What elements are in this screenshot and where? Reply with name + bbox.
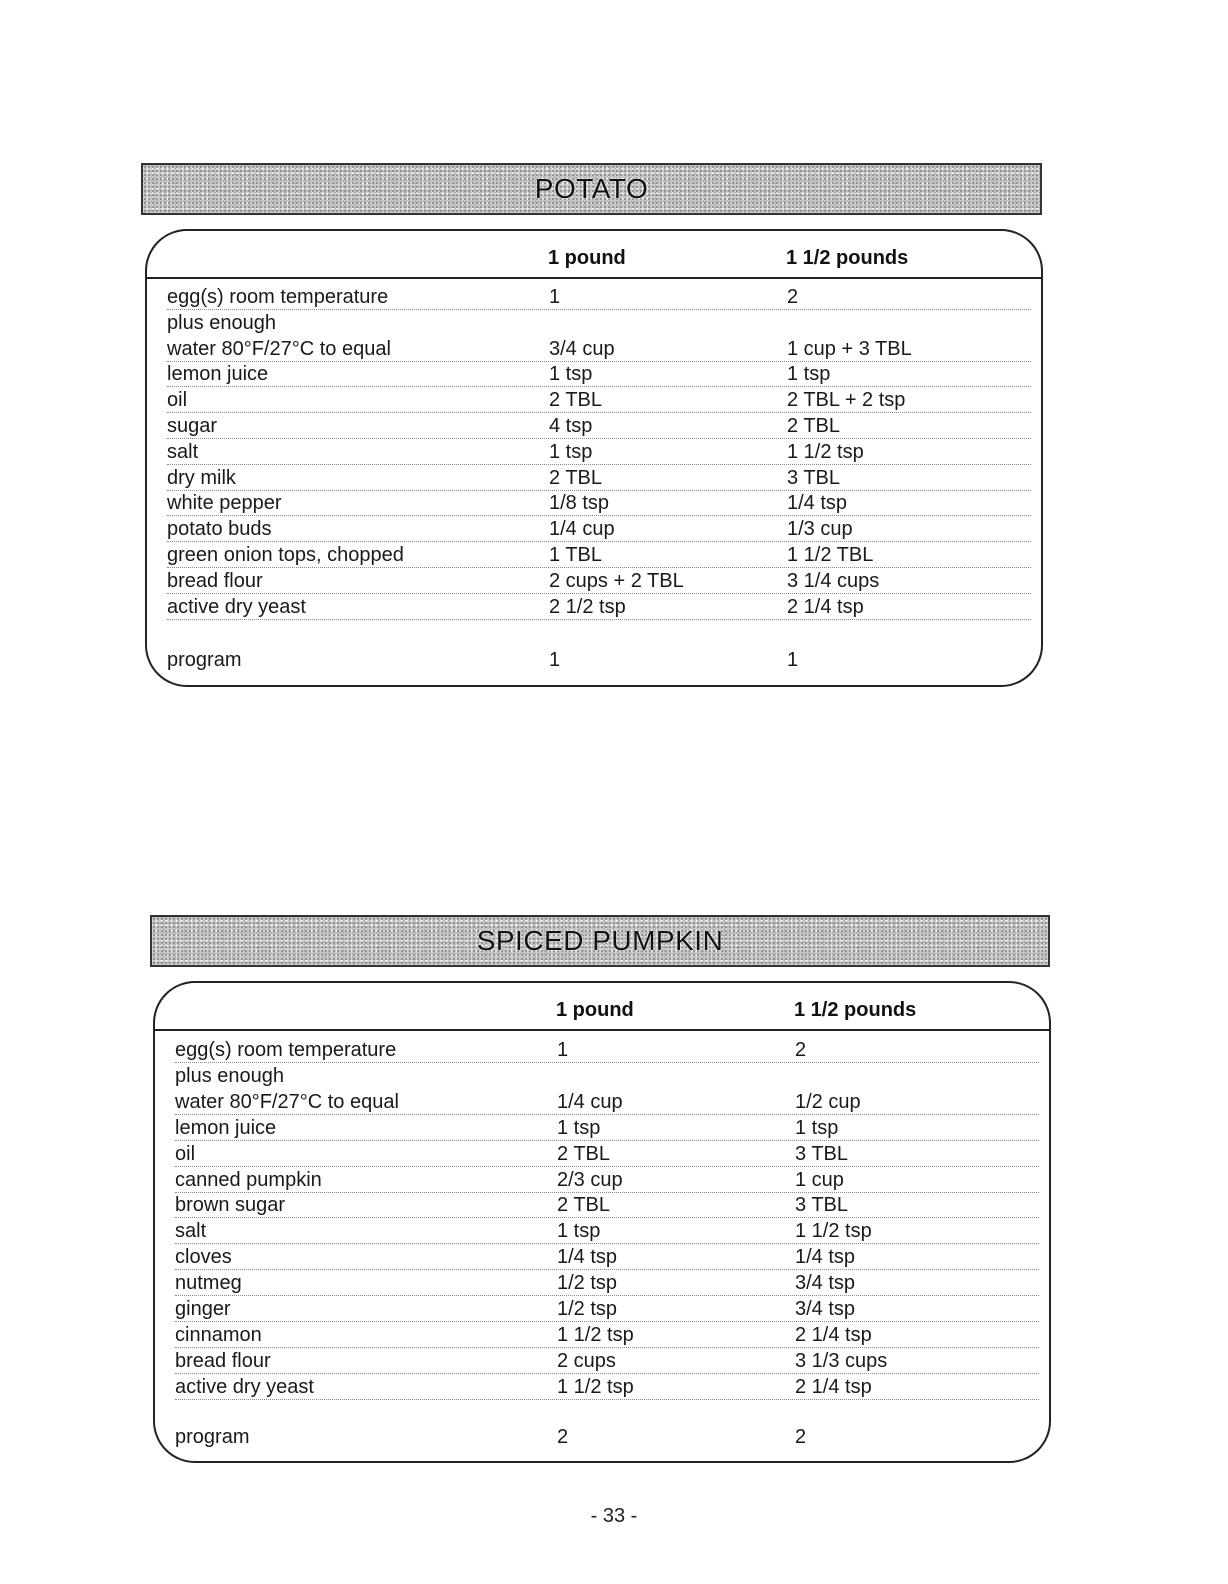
ingredient-row (147, 415, 1041, 441)
ingredient-row (155, 1039, 1049, 1065)
amount-1-5-pounds: 3 1/4 cups (787, 569, 880, 592)
ingredient-row (155, 1169, 1049, 1195)
column-header-1-5-pounds: 1 1/2 pounds (786, 247, 909, 269)
amount-1-5-pounds: 3 TBL (795, 1194, 848, 1217)
amount-1-pound: 1/2 tsp (557, 1298, 618, 1320)
ingredient-name: canned pumpkin (175, 1168, 322, 1191)
ingredient-name: oil (167, 389, 188, 412)
program-label: program (175, 1426, 250, 1448)
ingredient-row (147, 441, 1041, 467)
dotted-leader-line (167, 464, 1031, 465)
ingredient-row (147, 492, 1041, 518)
amount-1-pound: 1/4 cup (549, 518, 615, 541)
page-number: - 33 - (590, 1505, 638, 1527)
amount-1-pound: 2 1/2 tsp (549, 595, 626, 618)
amount-1-pound: 3/4 cup (549, 337, 615, 360)
dotted-leader-line (175, 1217, 1039, 1218)
ingredient-row (155, 1117, 1049, 1143)
program-value-1-5-pounds: 2 (795, 1426, 807, 1448)
ingredient-name: dry milk (167, 466, 236, 489)
ingredient-row (155, 1091, 1049, 1117)
ingredient-name: water 80°F/27°C to equal (175, 1090, 399, 1113)
dotted-leader-line (167, 438, 1031, 439)
amount-1-pound: 2 TBL (557, 1142, 610, 1165)
dotted-leader-line (175, 1114, 1039, 1115)
amount-1-pound: 1/8 tsp (549, 492, 610, 515)
program-value-1-5-pounds: 1 (787, 649, 799, 671)
ingredient-name: lemon juice (175, 1116, 277, 1139)
dotted-leader-line (167, 309, 1031, 310)
amount-1-pound: 1 tsp (557, 1220, 601, 1243)
dotted-leader-line (175, 1243, 1039, 1244)
ingredient-row (155, 1376, 1049, 1402)
recipe-title-bar (150, 915, 1050, 967)
ingredient-name: water 80°F/27°C to equal (167, 337, 391, 360)
ingredient-row (155, 1272, 1049, 1298)
amount-1-pound: 1 TBL (549, 544, 602, 566)
amount-1-5-pounds: 3/4 tsp (795, 1298, 856, 1320)
amount-1-pound: 4 tsp (549, 415, 593, 437)
amount-1-5-pounds: 2 TBL + 2 tsp (787, 389, 906, 412)
amount-1-5-pounds: 3 1/3 cups (795, 1349, 888, 1372)
ingredient-name: plus enough (175, 1064, 284, 1087)
amount-1-5-pounds: 1/2 cup (795, 1090, 861, 1113)
ingredient-name: lemon juice (167, 363, 269, 386)
ingredient-row (155, 1065, 1049, 1091)
table-header (147, 231, 1041, 279)
amount-1-5-pounds: 1/3 cup (787, 518, 853, 541)
ingredient-table (153, 981, 1051, 1463)
ingredient-row (147, 338, 1041, 364)
amount-1-5-pounds: 2 1/4 tsp (795, 1323, 872, 1346)
amount-1-5-pounds: 2 1/4 tsp (795, 1375, 872, 1398)
ingredient-row (147, 570, 1041, 596)
amount-1-pound: 2 TBL (549, 466, 602, 489)
column-header-1-pound: 1 pound (556, 999, 634, 1021)
ingredient-row (147, 518, 1041, 544)
amount-1-pound: 1 1/2 tsp (557, 1323, 634, 1346)
ingredient-name: sugar (167, 415, 218, 437)
dotted-leader-line (175, 1399, 1039, 1400)
amount-1-5-pounds: 1 cup + 3 TBL (787, 337, 912, 360)
dotted-leader-line (175, 1321, 1039, 1322)
recipe-title: POTATO (534, 173, 649, 204)
amount-1-5-pounds: 2 1/4 tsp (787, 595, 864, 618)
recipe-title-bar (141, 163, 1042, 215)
ingredient-name: nutmeg (175, 1272, 242, 1295)
ingredient-name: plus enough (167, 311, 276, 334)
dotted-leader-line (175, 1192, 1039, 1193)
amount-1-pound: 1/2 tsp (557, 1272, 618, 1295)
amount-1-pound: 1 1/2 tsp (557, 1375, 634, 1398)
dotted-leader-line (167, 412, 1031, 413)
amount-1-pound: 2 TBL (557, 1194, 610, 1217)
dotted-leader-line (167, 386, 1031, 387)
amount-1-pound: 2/3 cup (557, 1168, 623, 1191)
amount-1-5-pounds: 3/4 tsp (795, 1272, 856, 1295)
ingredient-row (155, 1220, 1049, 1246)
program-value-1-pound: 2 (557, 1426, 569, 1448)
amount-1-pound: 1/4 tsp (557, 1246, 618, 1269)
program-value-1-pound: 1 (549, 649, 561, 671)
column-header-1-5-pounds: 1 1/2 pounds (794, 999, 917, 1021)
ingredient-row (147, 596, 1041, 622)
amount-1-pound: 1 tsp (549, 363, 593, 386)
amount-1-5-pounds: 1 1/2 tsp (787, 440, 864, 463)
dotted-leader-line (167, 619, 1031, 620)
amount-1-pound: 1 (557, 1039, 569, 1061)
amount-1-pound: 1/4 cup (557, 1090, 623, 1113)
amount-1-5-pounds: 1 tsp (787, 363, 831, 386)
ingredient-row (147, 363, 1041, 389)
ingredient-name: green onion tops, chopped (167, 544, 404, 566)
ingredient-row (147, 389, 1041, 415)
dotted-leader-line (175, 1295, 1039, 1296)
dotted-leader-line (167, 593, 1031, 594)
amount-1-5-pounds: 1 1/2 TBL (787, 544, 874, 566)
amount-1-5-pounds: 1/4 tsp (795, 1246, 856, 1269)
ingredient-row (155, 1324, 1049, 1350)
program-label: program (167, 649, 242, 671)
ingredient-name: oil (175, 1142, 196, 1165)
dotted-leader-line (175, 1062, 1039, 1063)
ingredient-name: cloves (175, 1246, 232, 1269)
ingredient-name: salt (175, 1220, 207, 1243)
ingredient-row (155, 1350, 1049, 1376)
dotted-leader-line (167, 515, 1031, 516)
amount-1-5-pounds: 2 TBL (787, 415, 840, 437)
ingredient-name: ginger (175, 1298, 231, 1320)
amount-1-pound: 1 (549, 286, 561, 308)
ingredient-row (147, 544, 1041, 570)
ingredient-row (147, 312, 1041, 338)
dotted-leader-line (175, 1347, 1039, 1348)
amount-1-5-pounds: 1/4 tsp (787, 492, 848, 515)
ingredient-name: white pepper (167, 492, 282, 515)
table-header (155, 983, 1049, 1031)
amount-1-5-pounds: 1 1/2 tsp (795, 1220, 872, 1243)
ingredient-name: active dry yeast (167, 595, 306, 618)
dotted-leader-line (167, 567, 1031, 568)
dotted-leader-line (175, 1140, 1039, 1141)
ingredient-name: egg(s) room temperature (175, 1039, 397, 1061)
ingredient-row (155, 1246, 1049, 1272)
ingredient-row (147, 286, 1041, 312)
ingredient-name: salt (167, 440, 199, 463)
dotted-leader-line (167, 541, 1031, 542)
amount-1-5-pounds: 1 tsp (795, 1116, 839, 1139)
ingredient-row (155, 1194, 1049, 1220)
amount-1-pound: 2 cups + 2 TBL (549, 569, 684, 592)
ingredient-name: brown sugar (175, 1194, 286, 1217)
ingredient-row (147, 467, 1041, 493)
amount-1-pound: 2 TBL (549, 389, 602, 412)
dotted-leader-line (175, 1166, 1039, 1167)
amount-1-5-pounds: 1 cup (795, 1168, 844, 1191)
ingredient-name: cinnamon (175, 1323, 262, 1346)
ingredient-name: egg(s) room temperature (167, 286, 389, 308)
ingredient-table (145, 229, 1043, 687)
ingredient-name: bread flour (167, 569, 263, 592)
ingredient-row (155, 1143, 1049, 1169)
dotted-leader-line (167, 490, 1031, 491)
ingredient-name: bread flour (175, 1349, 271, 1372)
dotted-leader-line (167, 361, 1031, 362)
dotted-leader-line (175, 1373, 1039, 1374)
amount-1-5-pounds: 2 (795, 1039, 807, 1061)
amount-1-5-pounds: 2 (787, 286, 799, 308)
amount-1-pound: 2 cups (557, 1349, 616, 1372)
amount-1-5-pounds: 3 TBL (795, 1142, 848, 1165)
dotted-leader-line (175, 1269, 1039, 1270)
ingredient-name: active dry yeast (175, 1375, 314, 1398)
column-header-1-pound: 1 pound (548, 247, 626, 269)
amount-1-5-pounds: 3 TBL (787, 466, 840, 489)
amount-1-pound: 1 tsp (557, 1116, 601, 1139)
ingredient-row (155, 1298, 1049, 1324)
amount-1-pound: 1 tsp (549, 440, 593, 463)
recipe-title: SPICED PUMPKIN (476, 925, 724, 956)
ingredient-name: potato buds (167, 518, 272, 541)
